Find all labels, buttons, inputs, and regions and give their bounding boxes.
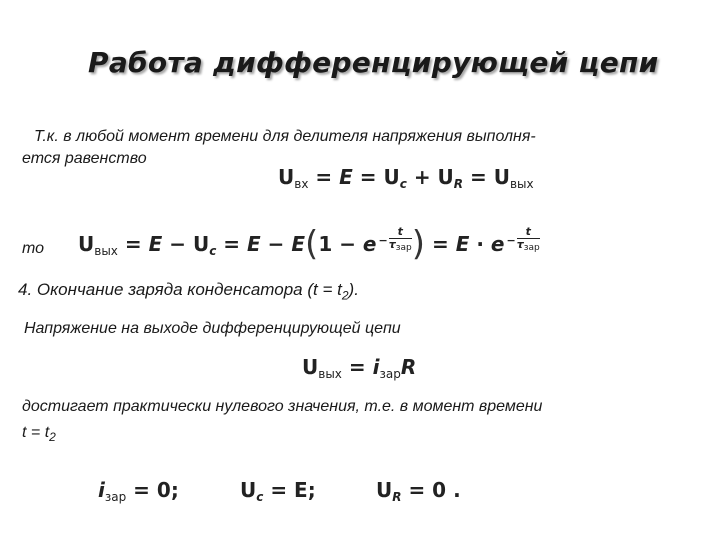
- equation-final-ur: $U_R = 0$ .: [376, 478, 461, 504]
- paragraph-1-line-1: Т.к. в любой момент времени для делителя напряжения выполня-: [34, 128, 536, 145]
- equation-final-uc: $U_c = E$;: [240, 478, 316, 504]
- page-title: Работа дифференцирующей цепи: [88, 46, 659, 79]
- exponent-1: − $\frac{t}{\tau_{зар}}$: [378, 225, 412, 253]
- equation-output-voltage: $U_{вых} = E - U_c = E - E(1 - e$ − $\frac{t}{\tau_{зар}}$ ) = E · e − $\frac{t}{\tau_{зар}}$: [78, 224, 540, 264]
- exponent-2: − $\frac{t}{\tau_{зар}}$: [506, 225, 540, 253]
- equation-final-current: $i_{зар} = 0$;: [98, 478, 179, 504]
- paragraph-2: Напряжение на выходе дифференцирующей цепи: [24, 320, 401, 337]
- equation-voltage-balance: $U_{вх} = E = U_c + U_R = U_{вых}$: [278, 165, 534, 191]
- item-4-heading: 4. Окончание заряда конденсатора $(t = t_2)$.: [18, 280, 359, 303]
- paragraph-1-line-2: ется равенство: [22, 150, 147, 167]
- then-label: то: [22, 240, 45, 257]
- right-paren: ): [411, 224, 426, 264]
- paragraph-3-line-2: $t = t_2$: [22, 424, 56, 445]
- paragraph-3-line-1: достигает практически нулевого значения, т.е. в момент времени: [22, 398, 543, 415]
- equation-output-current: $U_{вых} = i_{зар}R$: [302, 355, 417, 381]
- left-paren: (: [305, 224, 319, 264]
